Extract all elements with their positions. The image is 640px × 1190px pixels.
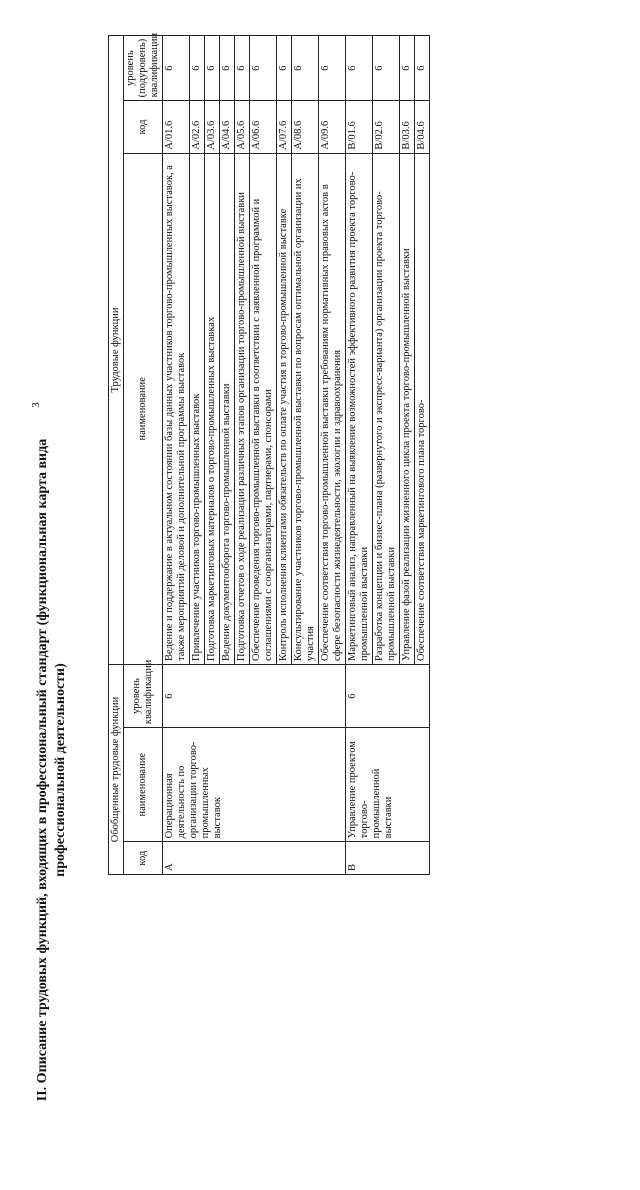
table-row bbox=[163, 36, 190, 875]
header-function-name: наименование bbox=[124, 153, 163, 664]
function-code: A/08.6 bbox=[292, 101, 319, 153]
function-code: A/09.6 bbox=[319, 101, 346, 153]
function-level: 6 bbox=[277, 36, 292, 101]
group-level: 6 bbox=[163, 665, 346, 728]
function-level: 6 bbox=[373, 36, 400, 101]
function-level: 6 bbox=[190, 36, 205, 101]
function-name: Привлечение участников торгово-промышленных выставок bbox=[190, 153, 205, 664]
function-level: 6 bbox=[292, 36, 319, 101]
function-name: Ведение документооборота торгово-промышленной выставки bbox=[220, 153, 235, 664]
table-row bbox=[346, 36, 373, 875]
group-level: 6 bbox=[346, 665, 430, 728]
group-code: A bbox=[163, 842, 346, 875]
group-name: Управление проектом торгово-промышленной выставки bbox=[346, 728, 430, 842]
header-generalized-functions: Обобщенные трудовые функции bbox=[109, 665, 124, 875]
function-name: Подготовка маркетинговых материалов о торгово-промышленных выставках bbox=[205, 153, 220, 664]
function-name: Контроль исполнения клиентами обязательств по оплате участия в торгово-промышленной выставке bbox=[277, 153, 292, 664]
function-level: 6 bbox=[235, 36, 250, 101]
function-level: 6 bbox=[415, 36, 430, 101]
header-name: наименование bbox=[124, 728, 163, 842]
function-level: 6 bbox=[205, 36, 220, 101]
function-code: A/06.6 bbox=[250, 101, 277, 153]
function-level: 6 bbox=[400, 36, 415, 101]
function-name: Маркетинговый анализ, направленный на выявление возможностей эффективного развития проекта торгово-промышленной выставки bbox=[346, 153, 373, 664]
function-code: A/03.6 bbox=[205, 101, 220, 153]
page-number: 3 bbox=[30, 402, 42, 408]
function-name: Обеспечение соответствия торгово-промышленной выставки требованиям нормативных правовых актов в сфере безопасности жизнедеятельности, экологии и здравоохранения bbox=[319, 153, 346, 664]
function-code: A/07.6 bbox=[277, 101, 292, 153]
section-heading bbox=[20, 350, 84, 1190]
function-code: A/04.6 bbox=[220, 101, 235, 153]
function-name: Обеспечение соответствия маркетингового плана торгово- bbox=[415, 153, 430, 664]
function-code: B/02.6 bbox=[373, 101, 400, 153]
header-function-code: код bbox=[124, 101, 163, 153]
function-code: B/01.6 bbox=[346, 101, 373, 153]
heading-line-2: профессиональной деятельности) bbox=[53, 663, 68, 877]
function-name: Разработка концепции и бизнес-плана (развернутого и экспресс-варианта) организации проекта торгово-промышленной выставки bbox=[373, 153, 400, 664]
header-function-level: уровень (подуровень) квалификации bbox=[124, 36, 163, 101]
functional-map-table bbox=[108, 32, 608, 875]
header-labor-functions: Трудовые функции bbox=[109, 36, 124, 665]
function-level: 6 bbox=[220, 36, 235, 101]
function-name: Консультирование участников торгово-промышленной выставки по вопросам оптимальной организации их участия bbox=[292, 153, 319, 664]
group-code: B bbox=[346, 842, 430, 875]
function-name: Управление фазой реализации жизненного цикла проекта торгово-промышленной выставки bbox=[400, 153, 415, 664]
function-code: A/01.6 bbox=[163, 101, 190, 153]
function-code: B/03.6 bbox=[400, 101, 415, 153]
function-name: Обеспечение проведения торгово-промышленной выставки в соответствии с заявленной программой и соглашениями с соорганизаторами, партнерами, спонсорами bbox=[250, 153, 277, 664]
header-level: уровень квалификации bbox=[124, 665, 163, 728]
function-level: 6 bbox=[346, 36, 373, 101]
function-code: B/04.6 bbox=[415, 101, 430, 153]
heading-line-1: II. Описание трудовых функций, входящих в профессиональный стандарт (функциональная карта вида bbox=[35, 438, 50, 1102]
function-level: 6 bbox=[163, 36, 190, 101]
function-code: A/02.6 bbox=[190, 101, 205, 153]
function-name: Ведение и поддержание в актуальном состоянии базы данных участников торгово-промышленных выставок, а также мероприятий деловой и дополнительной программы выставок bbox=[163, 153, 190, 664]
function-level: 6 bbox=[319, 36, 346, 101]
function-code: A/05.6 bbox=[235, 101, 250, 153]
function-name: Подготовка отчетов о ходе реализации различных этапов организации торгово-промышленной выставки bbox=[235, 153, 250, 664]
group-name: Операционная деятельность по организации торгово-промышленных выставок bbox=[163, 728, 346, 842]
function-level: 6 bbox=[250, 36, 277, 101]
header-code: код bbox=[124, 842, 163, 875]
